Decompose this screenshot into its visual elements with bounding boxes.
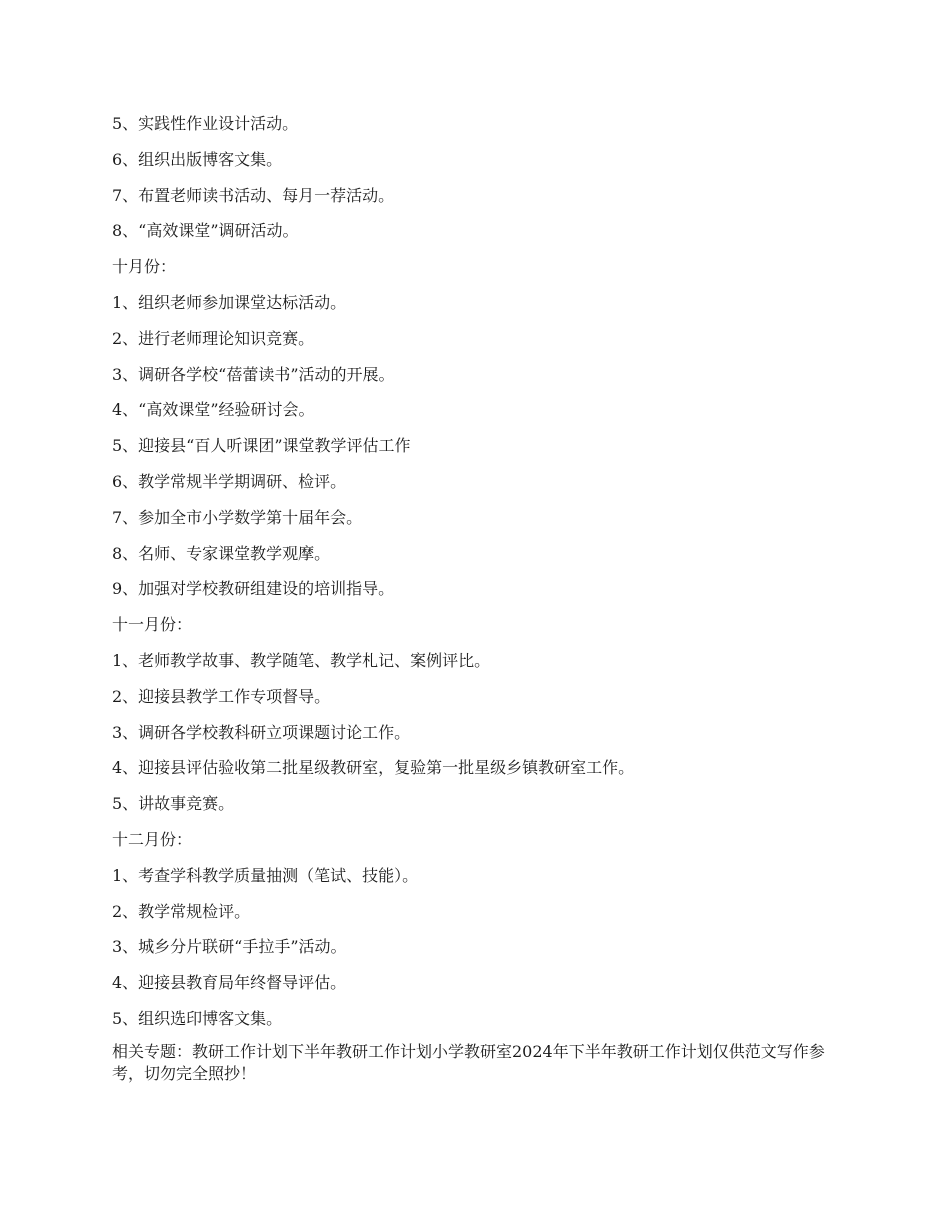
plan-item: 3、调研各学校“蓓蕾读书”活动的开展。 <box>112 364 395 384</box>
plan-item: 1、老师教学故事、教学随笔、教学札记、案例评比。 <box>112 650 491 670</box>
plan-item: 3、调研各学校教科研立项课题讨论工作。 <box>112 722 411 742</box>
plan-item: 5、讲故事竞赛。 <box>112 794 235 814</box>
plan-item: 4、“高效课堂”经验研讨会。 <box>112 400 315 420</box>
plan-item: 9、加强对学校教研组建设的培训指导。 <box>112 579 395 599</box>
plan-item: 1、组织老师参加课堂达标活动。 <box>112 292 347 312</box>
plan-item: 8、“高效课堂”调研活动。 <box>112 221 299 241</box>
plan-item: 5、迎接县“百人听课团”课堂教学评估工作 <box>112 436 411 456</box>
month-heading: 十一月份： <box>112 615 193 635</box>
plan-item: 7、布置老师读书活动、每月一荐活动。 <box>112 185 395 205</box>
plan-item: 7、参加全市小学数学第十届年会。 <box>112 507 363 527</box>
plan-sections <box>112 112 847 1031</box>
plan-item: 2、迎接县教学工作专项督导。 <box>112 686 331 706</box>
plan-item: 5、实践性作业设计活动。 <box>112 114 299 133</box>
related-topics-footer: 相关专题：教研工作计划下半年教研工作计划小学教研室2024年下半年教研工作计划仅供范文写作参考，切勿完全照抄！ <box>112 1041 825 1083</box>
month-heading: 十月份： <box>112 257 177 277</box>
document-content <box>112 112 847 1085</box>
plan-item: 1、考查学科教学质量抽测（笔试、技能）。 <box>112 865 419 885</box>
plan-item: 3、城乡分片联研“手拉手”活动。 <box>112 937 347 957</box>
plan-item: 6、组织出版博客文集。 <box>112 149 283 169</box>
plan-item: 5、组织选印博客文集。 <box>112 1008 283 1028</box>
plan-item: 8、名师、专家课堂教学观摩。 <box>112 543 331 563</box>
plan-item: 6、教学常规半学期调研、检评。 <box>112 471 347 491</box>
plan-item: 4、迎接县评估验收第二批星级教研室，复验第一批星级乡镇教研室工作。 <box>112 758 635 778</box>
plan-item: 2、教学常规检评。 <box>112 901 251 921</box>
month-heading: 十二月份： <box>112 829 193 849</box>
plan-item: 2、进行老师理论知识竞赛。 <box>112 328 315 348</box>
plan-item: 4、迎接县教育局年终督导评估。 <box>112 973 347 993</box>
